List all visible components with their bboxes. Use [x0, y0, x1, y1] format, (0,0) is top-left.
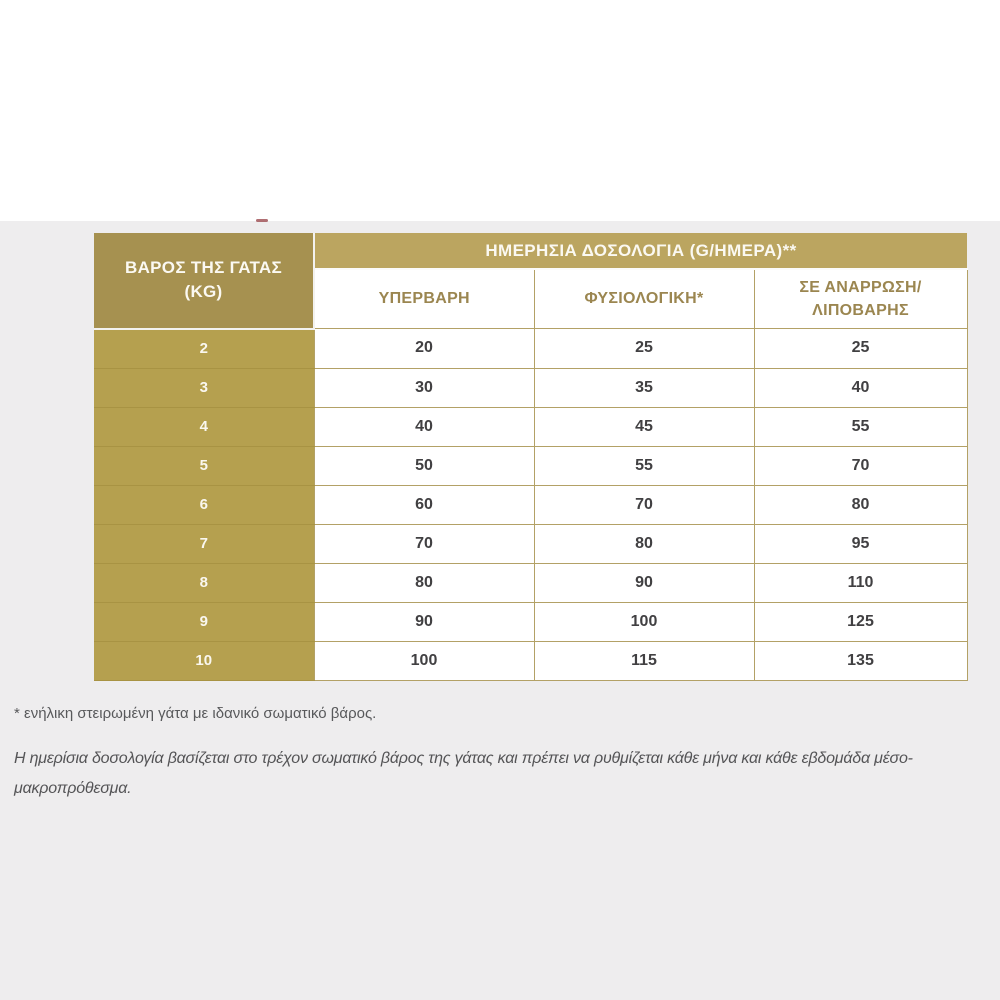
dose-cell: 90: [314, 602, 534, 641]
dose-cell: 45: [534, 407, 754, 446]
dose-cell: 80: [314, 563, 534, 602]
dose-cell: 100: [534, 602, 754, 641]
cropped-graphic-artifact: [256, 219, 268, 222]
dose-cell: 55: [534, 446, 754, 485]
table-row: [94, 602, 967, 641]
dose-cell: 95: [754, 524, 967, 563]
dose-cell: 40: [754, 368, 967, 407]
dose-cell: 125: [754, 602, 967, 641]
weight-cell: 7: [94, 524, 314, 563]
column-header: ΣΕ ΑΝΑΡΡΩΣΗ/ ΛΙΠΟΒΑΡΗΣ: [754, 269, 967, 329]
daily-dosage-header: ΗΜΕΡΗΣΙΑ ΔΟΣΟΛΟΓΙΑ (G/ΗΜΕΡΑ)**: [314, 233, 967, 269]
weight-cell: 2: [94, 329, 314, 369]
table-row: [94, 641, 967, 680]
dose-cell: 70: [754, 446, 967, 485]
table-row: [94, 368, 967, 407]
dose-cell: 30: [314, 368, 534, 407]
table-header: [94, 233, 967, 329]
dose-cell: 80: [534, 524, 754, 563]
dose-cell: 70: [534, 485, 754, 524]
table-row: [94, 485, 967, 524]
dose-cell: 135: [754, 641, 967, 680]
footnote-ideal-weight: * ενήλικη στειρωμένη γάτα με ιδανικό σωματικό βάρος.: [14, 705, 377, 722]
column-header: ΦΥΣΙΟΛΟΓΙΚΗ*: [534, 269, 754, 329]
table-row: [94, 329, 967, 369]
table-row: [94, 563, 967, 602]
dose-cell: 110: [754, 563, 967, 602]
weight-cell: 6: [94, 485, 314, 524]
table-body: [94, 329, 967, 681]
weight-header-line2: (KG): [184, 282, 223, 302]
dose-cell: 55: [754, 407, 967, 446]
footnote-dosage-adjustment: Η ημερίσια δοσολογία βασίζεται στο τρέχον σωματικό βάρος της γάτας και πρέπει να ρυθμίζεται κάθε μήνα και κάθε εβδομάδα μέσο-μακροπρόθεσμα.: [14, 750, 913, 797]
table-row: [94, 524, 967, 563]
dosage-table: [94, 233, 968, 681]
top-white-strip: [0, 0, 1000, 221]
dose-cell: 90: [534, 563, 754, 602]
table-row: [94, 407, 967, 446]
dose-cell: 100: [314, 641, 534, 680]
dose-cell: 40: [314, 407, 534, 446]
table-row: [94, 446, 967, 485]
weight-cell: 5: [94, 446, 314, 485]
dose-cell: 20: [314, 329, 534, 369]
weight-header-line1: ΒΑΡΟΣ ΤΗΣ ΓΑΤΑΣ: [125, 258, 282, 278]
column-header: ΥΠΕΡΒΑΡΗ: [314, 269, 534, 329]
dose-cell: 70: [314, 524, 534, 563]
weight-column-header: [94, 233, 314, 329]
weight-cell: 9: [94, 602, 314, 641]
main-header-row: [94, 233, 967, 269]
dose-cell: 25: [534, 329, 754, 369]
dose-cell: 25: [754, 329, 967, 369]
dose-cell: 60: [314, 485, 534, 524]
weight-cell: 8: [94, 563, 314, 602]
weight-cell: 10: [94, 641, 314, 680]
dose-cell: 115: [534, 641, 754, 680]
dose-cell: 50: [314, 446, 534, 485]
weight-cell: 3: [94, 368, 314, 407]
dose-cell: 35: [534, 368, 754, 407]
dose-cell: 80: [754, 485, 967, 524]
weight-cell: 4: [94, 407, 314, 446]
